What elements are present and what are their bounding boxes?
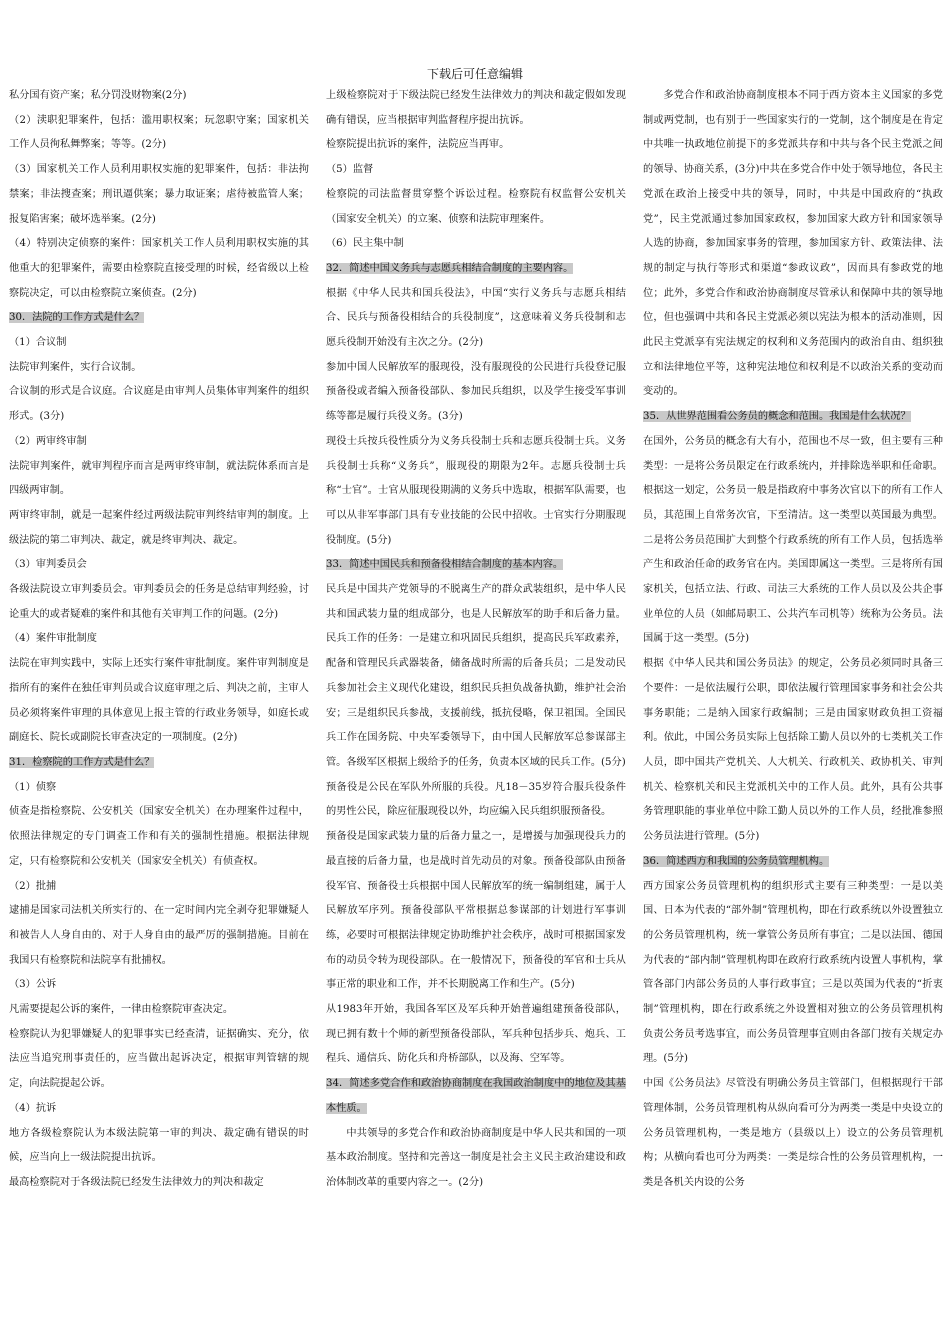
- question-heading-wrap: [9, 306, 309, 331]
- paragraph: 上级检察院对于下级法院已经发生法律效力的判决和裁定假如发现确有错误，应当根据审判监督程序提出抗诉。: [326, 90, 626, 126]
- paragraph: 法院审判案件，就审判程序而言是两审终审制，就法院体系而言是四级两审制。: [9, 460, 309, 497]
- question-heading: 36．简述西方和我国的公务员管理机构。: [643, 855, 830, 867]
- paragraph: （1）合议制: [9, 337, 67, 349]
- paragraph: 现役士兵按兵役性质分为义务兵役制士兵和志愿兵役制士兵。义务兵役制士兵称“义务兵”，服现役的期限为2年。志愿兵役制士兵称“士官”。士官从服现役期满的义务兵中选取，根据军队需要，也可以从非军事部门具有专业技能的公民中招收。士官实行分期服现役制度。(5分): [326, 435, 626, 546]
- question-heading-wrap: [326, 257, 626, 282]
- paragraph: 检察院提出抗诉的案件，法院应当再审。: [326, 139, 510, 151]
- question-heading: 31．检察院的工作方式是什么？: [9, 756, 155, 768]
- paragraph: 中国《公务员法》尽管没有明确公务员主管部门，但根据现行干部管理体制，公务员管理机构从纵向看可分为两类一类是中央设立的公务员管理机构，一类是地方（县级以上）设立的公务员管理机构；从横向看也可分为两类：一类是综合性的公务员管理机构，一类是各机关内设的公务: [643, 1078, 943, 1188]
- paragraph: 法院审判案件，实行合议制。: [9, 361, 142, 373]
- question-heading-wrap: [326, 1072, 626, 1121]
- question-heading-wrap: [326, 553, 626, 578]
- paragraph: （4）抗诉: [9, 1102, 57, 1114]
- question-heading: 34．简述多党合作和政治协商制度在我国政治制度中的地位及其基本性质。: [326, 1078, 626, 1114]
- document-body: [9, 84, 943, 1342]
- paragraph: 在国外，公务员的概念有大有小，范围也不尽一致，但主要有三种类型：一是将公务员限定在行政系统内，并排除选举职和任命职。根据这一划定，公务员一般是指政府中事务次官以下的所有工作人员，其范围上自常务次官，下至清洁。这一类型以英国最为典型。二是将公务员范围扩大到整个行政系统的所有工作人员，包括选举产生和政治任命的政务官在内。美国即属这一类型。三是将所有国家机关，包括立法、行政、司法三大系统的工作人员以及公共企事业单位的人员（如邮局职工、公共汽车司机等）统称为公务员。法国属于这一类型。(5分): [643, 435, 943, 645]
- paragraph: 合议制的形式是合议庭。合议庭是由审判人员集体审判案件的组织形式。(3分): [9, 386, 309, 423]
- column-middle: [326, 84, 626, 1342]
- question-heading: 32．简述中国义务兵与志愿兵相结合制度的主要内容。: [326, 262, 574, 274]
- paragraph: 检察院认为犯罪嫌疑人的犯罪事实已经查清，证据确实、充分，依法应当追究刑事责任的，应当做出起诉决定，根据审判管辖的规定，向法院提起公诉。: [9, 1028, 309, 1090]
- paragraph: 中共领导的多党合作和政治协商制度是中华人民共和国的一项基本政治制度。坚持和完善这一制度是社会主义民主政治建设和政治体制改革的重要内容之一。(2分): [326, 1127, 626, 1188]
- paragraph: 各级法院设立审判委员会。审判委员会的任务是总结审判经验，讨论重大的或者疑难的案件和其他有关审判工作的问题。(2分): [9, 584, 309, 620]
- question-heading-wrap: [643, 405, 943, 430]
- paragraph: 根据《中华人民共和国兵役法》，中国“实行义务兵与志愿兵相结合、民兵与预备役相结合的兵役制度”，这意味着义务兵役制和志愿兵役制开始没有主次之分。(2分): [326, 287, 626, 349]
- column-left: [9, 84, 309, 1342]
- paragraph: 法院在审判实践中，实际上还实行案件审批制度。案件审判制度是指所有的案件在独任审判员或合议庭审理之后、判决之前，主审人员必须将案件审理的具体意见上报主管的行政业务领导，如庭长或副庭长、院长或副院长审查决定的一项制度。(2分): [9, 658, 309, 744]
- paragraph: （3）审判委员会: [9, 559, 87, 571]
- paragraph: 最高检察院对于各级法院已经发生法律效力的判决和裁定: [9, 1176, 264, 1188]
- paragraph: （3）国家机关工作人员利用职权实施的犯罪案件，包括：非法拘禁案；非法搜查案；刑讯逼供案；暴力取证案；虐待被监管人案；报复陷害案；破坏选举案。(2分): [9, 164, 309, 225]
- paragraph: （3）公诉: [9, 979, 57, 991]
- paragraph: 预备役是公民在军队外所服的兵役。凡18－35岁符合服兵役条件的男性公民，除应征服现役以外，均应编入民兵组织服预备役。: [326, 781, 626, 818]
- paragraph: （4）案件审批制度: [9, 633, 97, 645]
- question-heading-wrap: [9, 751, 309, 776]
- paragraph: （1）侦察: [9, 781, 57, 793]
- question-heading: 33．简述中国民兵和预备役相结合制度的基本内容。: [326, 559, 564, 571]
- question-heading-wrap: [643, 850, 943, 875]
- paragraph: 民兵是中国共产党领导的不脱离生产的群众武装组织，是中华人民共和国武装力量的组成部分，也是人民解放军的助手和后备力量。民兵工作的任务：一是建立和巩固民兵组织，提高民兵军政素养，配备和管理民兵武器装备，储备战时所需的后备兵员；二是发动民兵参加社会主义现代化建设，组织民兵担负战备执勤，维护社会治安；三是组织民兵参战，支援前线，抵抗侵略，保卫祖国。全国民兵工作在国务院、中央军委领导下，由中国人民解放军总参谋部主管。各级军区根据上级给予的任务，负责本区域的民兵工作。(5分): [326, 584, 626, 768]
- paragraph: 侦查是指检察院、公安机关（国家安全机关）在办理案件过程中，依照法律规定的专门调查工作和有关的强制性措施。根据法律规定，只有检察院和公安机关（国家安全机关）有侦查权。: [9, 806, 309, 867]
- paragraph: （4）特别决定侦察的案件：国家机关工作人员利用职权实施的其他重大的犯罪案件，需要由检察院直接受理的时候，经省级以上检察院决定，可以由检察院立案侦查。(2分): [9, 238, 309, 299]
- paragraph: （2）两审终审制: [9, 435, 87, 447]
- paragraph: 从1983年开始，我国各军区及军兵种开始普遍组建预备役部队，现已拥有数十个师的新型预备役部队，军兵种包括步兵、炮兵、工程兵、通信兵、防化兵和舟桥部队，以及海、空军等。: [326, 1004, 626, 1065]
- paragraph: 地方各级检察院认为本级法院第一审的判决、裁定确有错误的时候，应当向上一级法院提出抗诉。: [9, 1127, 309, 1164]
- paragraph: （6）民主集中制: [326, 238, 404, 250]
- question-heading: 30．法院的工作方式是什么？: [9, 312, 145, 324]
- page-header: 下载后可任意编辑: [426, 67, 523, 81]
- paragraph: 根据《中华人民共和国公务员法》的规定，公务员必须同时具备三个要件：一是依法履行公职，即依法履行管理国家事务和社会公共事务职能；二是纳入国家行政编制；三是由国家财政负担工资福利。依此，中国公务员实际上包括除工勤人员以外的七类机关工作人员，即中国共产党机关、人大机关、行政机关、政协机关、审判机关、检察机关和民主党派机关中的工作人员。此外，具有公共事务管理职能的事业单位中除工勤人员以外的工作人员，经批准参照公务员法进行管理。(5分): [643, 658, 943, 843]
- paragraph: 逮捕是国家司法机关所实行的、在一定时间内完全剥夺犯罪嫌疑人和被告人人身自由的、对于人身自由的最严厉的强制措施。目前在我国只有检察院和法院享有批捕权。: [9, 905, 309, 966]
- paragraph: （5）监督: [326, 164, 374, 176]
- paragraph: 凡需要提起公诉的案件，一律由检察院审查决定。: [9, 1004, 234, 1016]
- paragraph: （2）批捕: [9, 880, 57, 892]
- paragraph: 西方国家公务员管理机构的组织形式主要有三种类型：一是以美国、日本为代表的“部外制”管理机构，即在行政系统以外设置独立的公务员管理机构，统一掌管公务员所有事宜；二是以法国、德国为代表的“部内制”管理机构即在政府行政系统内设置人事机构，掌管各部门内部公务员的人事行政事宜；三是以英国为代表的“折衷制”管理机构，即在行政系统之外设置相对独立的公务员管理机构负责公务员考选事宜，而公务员管理事宜则由各部门按有关规定办理。(5分): [643, 880, 943, 1065]
- paragraph: 参加中国人民解放军的服现役，没有服现役的公民进行兵役登记服预备役或者编入预备役部队、参加民兵组织，以及学生接受军事训练等都是履行兵役义务。(3分): [326, 361, 626, 423]
- paragraph: 检察院的司法监督贯穿整个诉讼过程。检察院有权监督公安机关（国家安全机关）的立案、侦察和法院审理案件。: [326, 188, 626, 225]
- paragraph: （2）渎职犯罪案件，包括：滥用职权案；玩忽职守案；国家机关工作人员徇私舞弊案；等等。(2分): [9, 114, 309, 151]
- column-right: [643, 84, 943, 1342]
- paragraph: 私分国有资产案；私分罚没财物案(2分): [9, 90, 187, 101]
- paragraph: 多党合作和政治协商制度根本不同于西方资本主义国家的多党制或两党制，也有别于一些国家实行的一党制，这个制度是在肯定中共唯一执政地位前提下的多党派共存和中共与各个民主党派之间的领导、协商关系，(3分)中共在多党合作中处于领导地位，各民主党派在政治上接受中共的领导，同时，中共是中国政府的“执政党”，民主党派通过参加国家政权，参加国家大政方针和国家领导人选的协商，参加国家事务的管理，参加国家方针、政策法律、法规的制定与执行等形式和渠道“参政议政”，因而具有参政党的地位；此外，多党合作和政治协商制度尽管承认和保障中共的领导地位，但也强调中共和各民主党派必须以宪法为根本的活动准则，因此民主党派享有宪法规定的权利和义务范围内的政治自由、组织独立和法律地位平等，这种宪法地位和权利是不以政治关系的变动而变动的。: [643, 90, 943, 398]
- paragraph: 两审终审制，就是一起案件经过两级法院审判终结审判的制度。上级法院的第二审判决、裁定，就是终审判决、裁定。: [9, 509, 309, 546]
- question-heading: 35．从世界范围看公务员的概念和范围。我国是什么状况？: [643, 411, 911, 423]
- paragraph: 预备役是国家武装力量的后备力量之一，是增援与加强现役兵力的最直接的后备力量，也是战时首先动员的对象。预备役部队由预备役军官、预备役士兵根据中国人民解放军的统一编制组建，属于人民解放军序列。预备役部队平常根据总参谋部的计划进行军事训练，必要时可根据法律规定协助维护社会秩序，战时可根据国家发布的动员令转为现役部队。在一般情况下，预备役的军官和士兵从事正常的职业和工作，并不长期脱离工作和生产。(5分): [326, 831, 626, 991]
